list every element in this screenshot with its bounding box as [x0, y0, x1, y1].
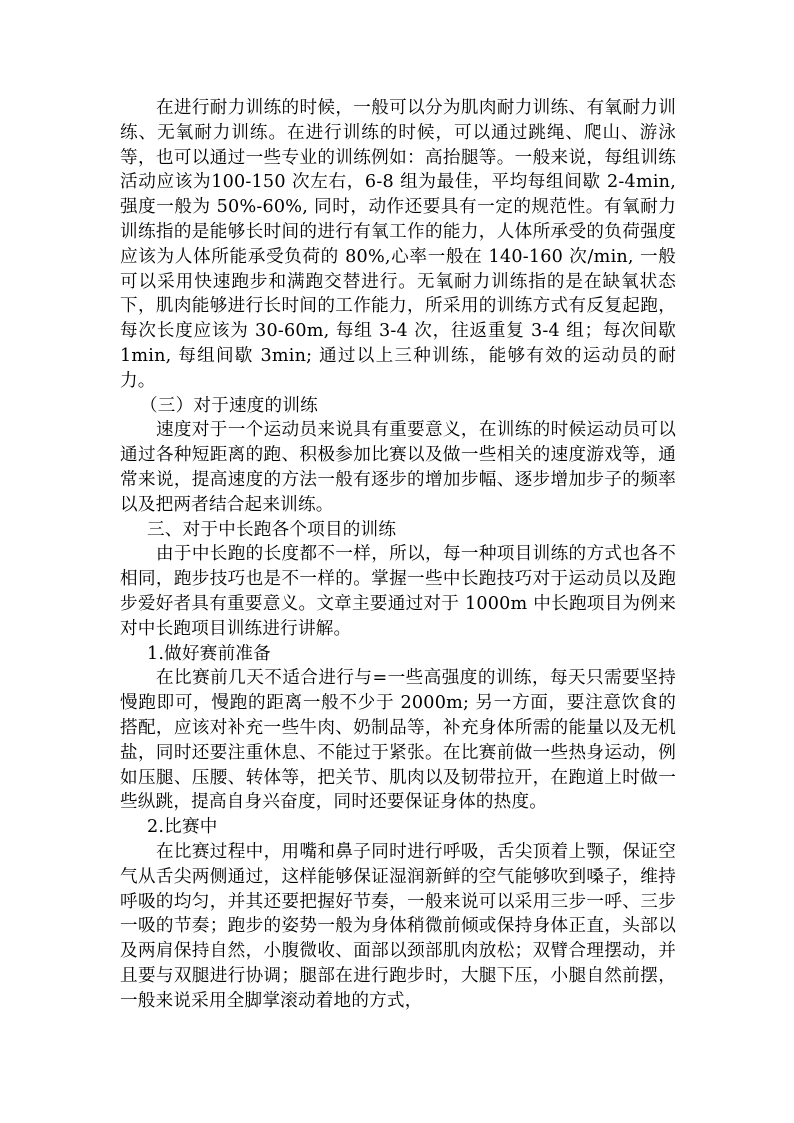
- document-body: [120, 96, 676, 1013]
- section-heading-event-training: 三、对于中长跑各个项目的训练: [147, 519, 397, 540]
- paragraph-event-training: 由于中长跑的长度都不一样，所以，每一种项目训练的方式也各不相同，跑步技巧也是不一样的。掌握一些中长跑技巧对于运动员以及跑步爱好者具有重要意义。文章主要通过对于 1000m 中长跑项目为例来对中长跑项目训练进行讲解。: [120, 544, 676, 639]
- subheading-pre-race-preparation: 1.做好赛前准备: [147, 643, 271, 664]
- paragraph-pre-race-preparation: 在比赛前几天不适合进行与=一些高强度的训练，每天只需要坚持慢跑即可，慢跑的距离一般不少于 2000m; 另一方面，要注意饮食的搭配，应该对补充一些牛肉、奶制品等，补充身体所需的能量以及无机盐，同时还要注重休息、不能过于紧张。在比赛前做一些热身运动，例如压腿、压腰、转体等，把关节、肌肉以及韧带拉开，在跑道上时做一些纵跳，提高自身兴奋度，同时还要保证身体的热度。: [120, 668, 676, 813]
- paragraph-during-race: 在比赛过程中，用嘴和鼻子同时进行呼吸，舌尖顶着上颚，保证空气从舌尖两侧通过，这样能够保证湿润新鲜的空气能够吹到嗓子，维持呼吸的均匀，并其还要把握好节奏，一般来说可以采用三步一呼、三步一吸的节奏；跑步的姿势一般为身体稍微前倾或保持身体正直，头部以及两肩保持自然，小腹微收、面部以颈部肌肉放松；双臂合理摆动，并且要与双腿进行协调；腿部在进行跑步时，大腿下压，小腿自然前摆，一般来说采用全脚掌滚动着地的方式，: [120, 841, 676, 1011]
- section-heading-speed-training: （三）对于速度的训练: [140, 395, 318, 416]
- paragraph-endurance-training: 在进行耐力训练的时候，一般可以分为肌肉耐力训练、有氧耐力训练、无氧耐力训练。在进行训练的时候，可以通过跳绳、爬山、游泳等，也可以通过一些专业的训练例如：高抬腿等。一般来说，每组训练活动应该为100-150 次左右，6-8 组为最佳，平均每组间歇 2-4min, 强度一般为 50%-60%, 同时，动作还要具有一定的规范性。有氧耐力训练指的是能够长时间的进行有氧工作的能力，人体所承受的负荷强度应该为人体所能承受负荷的 80%,心率一般在 140-160 次/min, 一般可以采用快速跑步和满跑交替进行。无氧耐力训练指的是在缺氧状态下，肌肉能够进行长时间的工作能力，所采用的训练方式有反复起跑，每次长度应该为 30-60m, 每组 3-4 次，往返重复 3-4 组；每次间歇 1min, 每组间歇 3min; 通过以上三种训练，能够有效的运动员的耐力。: [120, 98, 676, 391]
- subheading-during-race: 2.比赛中: [147, 817, 218, 838]
- paragraph-speed-training: 速度对于一个运动员来说具有重要意义，在训练的时候运动员可以通过各种短距离的跑、积极参加比赛以及做一些相关的速度游戏等，通常来说，提高速度的方法一般有逐步的增加步幅、逐步增加步子的频率以及把两者结合起来训练。: [120, 420, 676, 515]
